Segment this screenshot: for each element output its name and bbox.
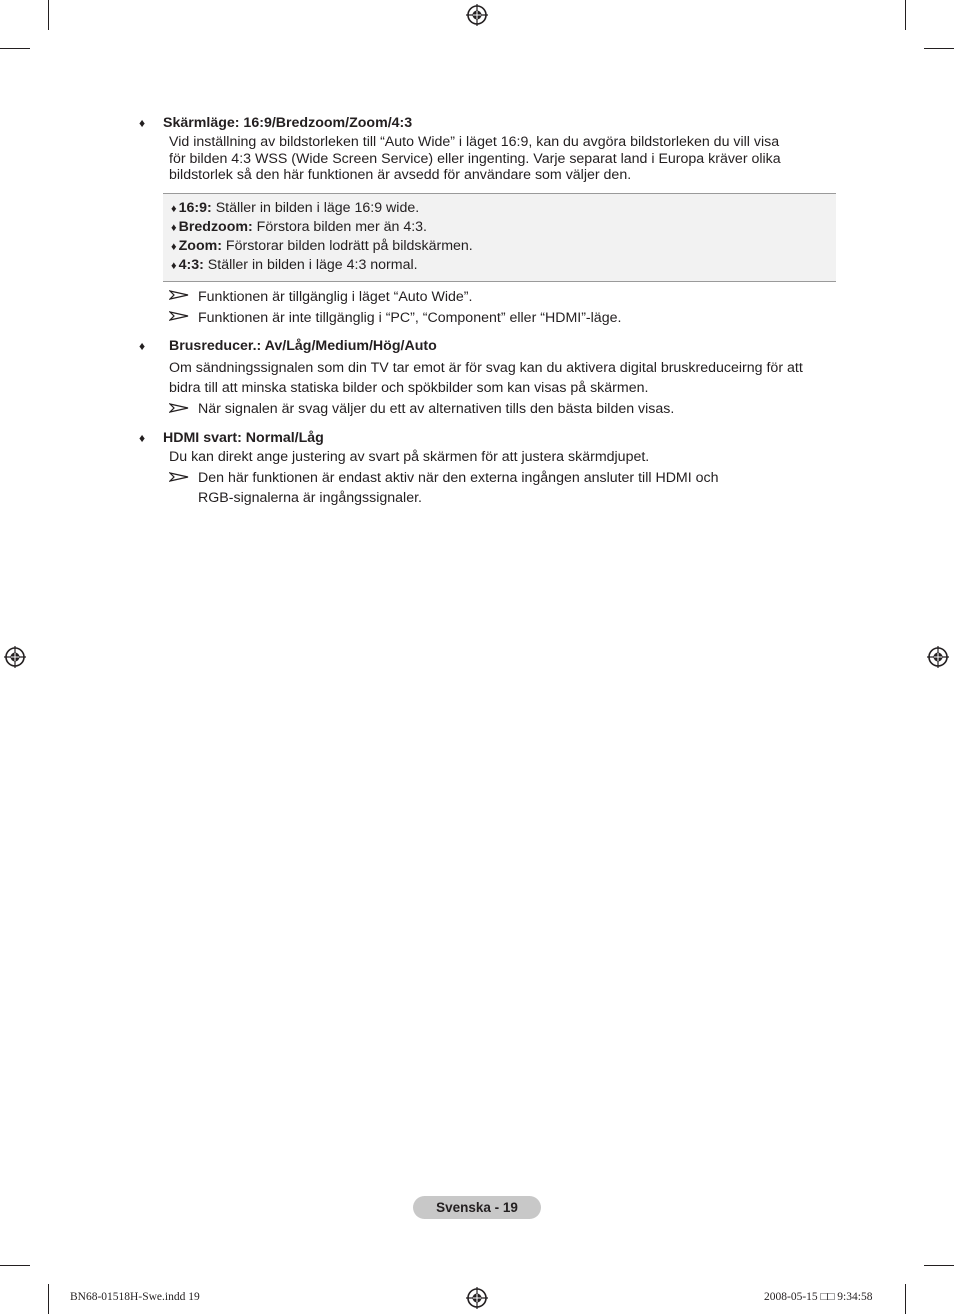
body-text: bidra till att minska statiska bilder och spökbilder som kan visas på skärmen. [169,380,649,396]
crop-mark [905,0,906,30]
bullet-icon: ♦ [171,222,177,234]
section-heading: Skärmläge: 16:9/Bredzoom/Zoom/4:3 [163,115,413,131]
note-text: Den här funktionen är endast aktiv när den externa ingången ansluter till HDMI och [198,470,719,486]
crop-mark [0,1265,30,1266]
note-arrow-icon [169,289,189,301]
option-label: Zoom: [178,238,222,254]
page-number-badge: Svenska - 19 [413,1196,541,1219]
file-slug: BN68-01518H-Swe.indd 19 [70,1291,200,1303]
registration-mark-icon [926,645,950,669]
options-box [163,193,836,282]
note-arrow-icon [169,471,189,483]
registration-mark-icon [465,3,489,27]
body-text: Om sändningssignalen som din TV tar emot är för svag kan du aktivera digital bruskreduceirng för att [169,360,803,376]
option-text: Förstorar bilden lodrätt på bildskärmen. [221,238,473,254]
crop-mark [48,1284,49,1314]
note-text: Funktionen är inte tillgänglig i “PC”, “Component” eller “HDMI”-läge. [198,310,622,326]
body-text: för bilden 4:3 WSS (Wide Screen Service) eller ingenting. Varje separat land i Europa kräver olika [169,151,781,167]
bullet-icon: ♦ [171,260,177,272]
note-text: RGB-signalerna är ingångssignaler. [198,490,422,506]
bullet-icon: ♦ [139,431,146,445]
note-arrow-icon [169,310,189,322]
bullet-icon: ♦ [139,116,146,130]
option-label: 4:3: [178,257,204,273]
timestamp-slug: 2008-05-15 □□ 9:34:58 [764,1291,873,1303]
bullet-icon: ♦ [171,241,177,253]
body-text: bildstorlek så den här funktionen är avsedd för användare som väljer den. [169,167,632,183]
option-item [171,200,419,218]
option-item [171,238,473,256]
crop-mark [905,1284,906,1314]
option-text: Ställer in bilden i läge 4:3 normal. [203,257,418,273]
option-item [171,257,418,275]
registration-mark-icon [3,645,27,669]
registration-mark-icon [465,1286,489,1310]
note-text: Funktionen är tillgänglig i läget “Auto Wide”. [198,289,473,305]
section-heading: Brusreducer.: Av/Låg/Medium/Hög/Auto [169,338,437,354]
note-text: När signalen är svag väljer du ett av alternativen tills den bästa bilden visas. [198,401,675,417]
option-text: Ställer in bilden i läge 16:9 wide. [211,200,420,216]
bullet-icon: ♦ [171,203,177,215]
body-text: Du kan direkt ange justering av svart på skärmen för att justera skärmdjupet. [169,449,650,465]
crop-mark [924,48,954,49]
bullet-icon: ♦ [139,339,146,353]
note-arrow-icon [169,402,189,414]
section-heading: HDMI svart: Normal/Låg [163,430,324,446]
crop-mark [924,1265,954,1266]
option-text: Förstora bilden mer än 4:3. [252,219,427,235]
option-item [171,219,427,237]
option-label: 16:9: [178,200,212,216]
body-text: Vid inställning av bildstorleken till “Auto Wide” i läget 16:9, kan du avgöra bildstorleken du vill visa [169,134,780,150]
option-label: Bredzoom: [178,219,253,235]
crop-mark [0,48,30,49]
crop-mark [48,0,49,30]
